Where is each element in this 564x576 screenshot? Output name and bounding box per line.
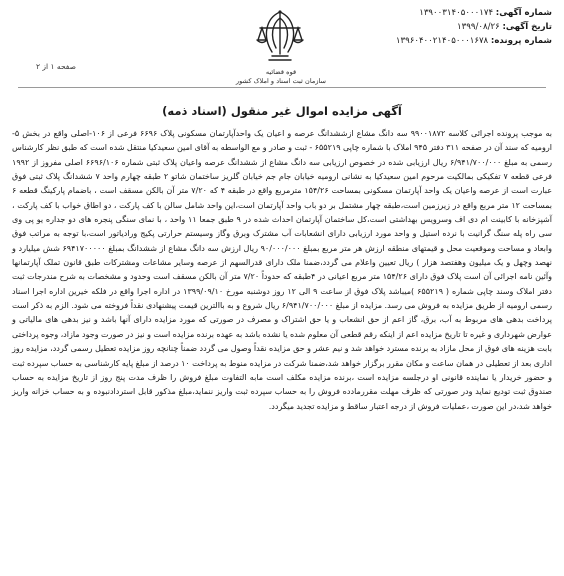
emblem-caption-line1: قوه قضائیه [265, 68, 297, 76]
page-number: صفحه ۱ از ۲ [36, 62, 76, 71]
file-number-label: شماره پرونده: [490, 36, 552, 46]
emblem-caption-line2: سازمان ثبت اسناد و املاک کشور [235, 77, 327, 85]
file-number: ۱۳۹۶۰۴۰۰۲۱۴۰۵۰۰۰۱۶۷۸ [395, 36, 489, 46]
notice-number-label: شماره آگهی: [495, 8, 552, 18]
header-divider [18, 87, 546, 88]
notice-date-label: تاریخ آگهی: [502, 22, 552, 32]
notice-title: آگهی مزایده اموال غیر منقول (اسناد ذمه) [162, 104, 402, 118]
notice-number-row [347, 6, 552, 20]
notice-date-row [347, 20, 552, 34]
notice-number: ۱۳۹۰۰۳۱۴۰۵۰۰۰۱۷۴ [419, 8, 494, 18]
notice-date: ۱۳۹۹/۰۸/۲۶ [456, 22, 500, 32]
emblem-caption [215, 68, 347, 86]
iran-emblem-icon [252, 8, 308, 66]
file-number-row [347, 34, 552, 48]
notice-body: به موجب پرونده اجرائی کلاسه ۹۹۰۰۱۸۷۲ سه دانگ مشاع ازششدانگ عرصه و اعیان یک واحدآپارتمان مسکونی پلاک ۶۶۹۶ فرعی از ۱۰۶-اصلی واقع در بخش ۵- ارومیه که سند آن در صفحه ۳۱۱ دفتر ۹۴۵ املاک با شماره چاپی ۶۵۵۲۱۹ - ثبت و صادر و مع الواسطه به آقای امین سعیدکیا منتقل شده است که طبق نظر کارشناس رسمی به مبلغ ۶/۹۴۱/۷۰۰/۰۰۰ ریال ارزیابی شده در خصوص ارزیابی سه دانگ مشاع از ششدانگ عرصه واعیان پلاک ثبتی شماره ۶۶۹۶/۱۰۶ اصلی مفروز از ۱۹۹۲ فرعی قطعه ۷ تفکیکی بمالکیت مرحوم امین سعیدکیا به نشانی ارومیه خیابان جام جم خیابان گلریز ساختمان شاتو ۲ طبقه چهارم واحد ۷ ششدانگ پلاک ثبتی فوق عبارت است از عرصه واعیان یک واحد آپارتمان مسکونی بمساحت ۱۵۴/۲۶ مترمربع واقع در طبقه ۴ که ۷/۲۰ متر آن بالکن مسقف است ، باضمام پارکینگ قطعه ۶ بمساحت ۱۲ متر مربع واقع در زیرزمین است،طبقه چهار مشتمل بر دو باب واحد آپارتمان است،این واحد شامل سالن با کف پارکت ، دو اطاق خواب با کف پارکت ، آشپزخانه با کابینت ام دی اف وسرویس بهداشتی است،کل ساختمان آپارتمان احداث شده در ۹ طبق جمعا ۱۱ واحد ، با نمای سنگی پنجره های دو جداره یو پی وی سی راه پله سنگ گرانیت با نرده استیل و واحد مورد ارزیابی دارای انشعابات آب مشترک وبرق وگاز وسیستم حرارتی پکیج ورادیاتور است،با توجه به مراتب فوق وابعاد و مساحت وموقعیت محل و قیمتهای منطقه ارزش هر متر مربع بمبلغ ۹۰/۰۰۰/۰۰۰ ریال ارزش سه دانگ مشاع از ششدانگ بمبلغ ۶۹۴۱۷۰۰۰۰۰ شش میلیارد و نهصد وچهل و یک میلیون وهفتصد هزار ) ریال تعیین واعلام می گردد،ضمنا ملک دارای قدرالسهم از عرصه وسایر مشاعات ومشترکات طبق قانون تملک آپارتمانها وآئین نامه اجرائی آن است پلاک فوق دارای ۱۵۴/۲۶ متر مربع اعیانی در ۴طبقه که حدوداً ۷/۲۰ متر آن بالکن مسقف است وحدود و مشخصات به شرح مندرجات ثبت دفتر املاک وسند چاپی شماره ( ۶۵۵۲۱۹ )میباشد پلاک فوق از ساعت ۹ الی ۱۲ روز دوشنبه مورخ ۱۳۹۹/۰۹/۱۰ در اداره اجرا واقع در فلکه خیرین اداره اجرا اسناد رسمی ارومیه از طریق مزایده به فروش می رسد. مزایده از مبلغ ۶/۹۴۱/۷۰۰/۰۰۰ ریال شروع و به باالترین قیمت پیشنهادی نقداً فروخته می شود. الزم به ذکر است پرداخت بدهی های مربوط به آب، برق، گاز اعم از حق انشعاب و یا حق اشتراک و مصرف در صورتی که مورد مزایده دارای آنها باشد و نیز بدهی های مالیاتی و عوارض شهرداری و غیره تا تاریخ مزایده اعم از اینکه رقم قطعی آن معلوم شده یا نشده باشد به عهده برنده مزایده است و نیز در صورت وجود مازاد، وجوه پرداختی بابت هزینه های فوق از محل مازاد به برنده مسترد خواهد شد و نیم عشر و حق مزایده نقداً وصول می گردد ضمناً چنانچه روز مزایده تعطیل رسمی گردد، مزایده روز اداری بعد از تعطیلی در همان ساعت و مکان مقرر برگزار خواهد شد،ضمنا شرکت در مزایده منوط به پرداخت ۱۰ درصد از مبلغ پایه کارشناسی به حساب سپرده ثبت و حضور خریدار یا نماینده قانونی او درجلسه مزایده است ،برنده مزایده مکلف است مابه التفاوت مبلغ فروش را ظرف مدت پنج روز از تاریخ مزایده به حساب صندوق ثبت تودیع نماید ودر صورتی که ظرف مهلت مقررمادده فروش را به حساب سپرده ثبت واریز ننماید،مبلغ مذکور قابل استردادنبوده و به حساب خزانه واریز خواهد شد،در این صورت ،عملیات فروش از درجه اعتبار ساقط و مزایده تجدید میگردد. [12, 129, 553, 411]
notice-metadata [347, 6, 552, 48]
